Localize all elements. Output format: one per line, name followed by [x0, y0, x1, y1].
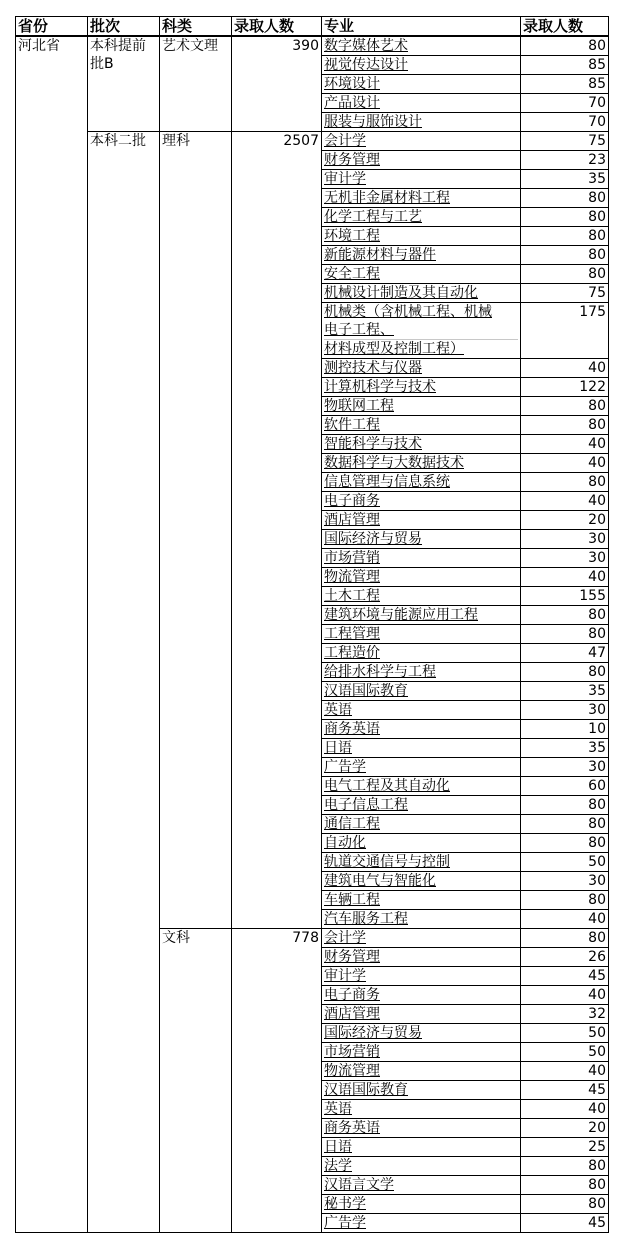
header-category-total: 录取人数 — [232, 17, 322, 37]
major-count-cell: 80 — [521, 208, 609, 227]
major-count-cell: 40 — [521, 1062, 609, 1081]
category-total-cell: 778 — [232, 929, 322, 1233]
major-count-cell: 80 — [521, 1176, 609, 1195]
major-name-cell: 财务管理 — [322, 151, 521, 170]
major-count-cell: 30 — [521, 701, 609, 720]
major-name-cell: 软件工程 — [322, 416, 521, 435]
major-count-cell: 80 — [521, 606, 609, 625]
major-name-cell: 国际经济与贸易 — [322, 1024, 521, 1043]
major-count-cell: 40 — [521, 435, 609, 454]
table-row — [16, 132, 609, 151]
major-count-cell: 32 — [521, 1005, 609, 1024]
major-name-cell: 审计学 — [322, 170, 521, 189]
major-name-cell: 广告学 — [322, 758, 521, 777]
major-name-cell: 无机非金属材料工程 — [322, 189, 521, 208]
major-count-cell: 85 — [521, 56, 609, 75]
major-count-cell: 45 — [521, 967, 609, 986]
major-name-cell: 通信工程 — [322, 815, 521, 834]
header-category: 科类 — [160, 17, 232, 37]
major-name-cell: 电子商务 — [322, 986, 521, 1005]
major-name-cell: 审计学 — [322, 967, 521, 986]
table-row — [16, 36, 609, 56]
major-name-cell: 工程管理 — [322, 625, 521, 644]
major-count-cell: 85 — [521, 75, 609, 94]
major-count-cell: 50 — [521, 1043, 609, 1062]
major-count-cell: 40 — [521, 568, 609, 587]
major-name-line: 电子工程、 — [324, 321, 518, 340]
major-count-cell: 80 — [521, 834, 609, 853]
major-count-cell: 80 — [521, 625, 609, 644]
major-count-cell: 47 — [521, 644, 609, 663]
major-count-cell: 122 — [521, 378, 609, 397]
header-major: 专业 — [322, 17, 521, 37]
category-cell: 艺术文理 — [160, 36, 232, 132]
major-name-cell: 市场营销 — [322, 549, 521, 568]
major-count-cell: 40 — [521, 986, 609, 1005]
major-count-cell: 80 — [521, 891, 609, 910]
major-name-cell: 酒店管理 — [322, 1005, 521, 1024]
category-cell: 文科 — [160, 929, 232, 1233]
major-count-cell: 80 — [521, 815, 609, 834]
major-count-cell: 20 — [521, 511, 609, 530]
major-count-cell: 40 — [521, 492, 609, 511]
major-count-cell: 50 — [521, 853, 609, 872]
major-count-cell: 40 — [521, 454, 609, 473]
major-name-cell: 工程造价 — [322, 644, 521, 663]
major-name-cell: 自动化 — [322, 834, 521, 853]
category-total-cell: 2507 — [232, 132, 322, 929]
major-count-cell: 35 — [521, 682, 609, 701]
major-count-cell: 80 — [521, 1195, 609, 1214]
major-count-cell: 80 — [521, 265, 609, 284]
major-name-cell: 数字媒体艺术 — [322, 36, 521, 56]
major-name-cell: 商务英语 — [322, 1119, 521, 1138]
major-name-cell: 视觉传达设计 — [322, 56, 521, 75]
major-name-cell: 会计学 — [322, 929, 521, 948]
major-count-cell: 70 — [521, 113, 609, 132]
header-batch: 批次 — [88, 17, 160, 37]
major-count-cell: 75 — [521, 132, 609, 151]
major-name-cell: 给排水科学与工程 — [322, 663, 521, 682]
major-count-cell: 30 — [521, 872, 609, 891]
major-count-cell: 175 — [521, 303, 609, 359]
admission-plan-table — [15, 16, 609, 1233]
major-name-cell: 法学 — [322, 1157, 521, 1176]
major-count-cell: 50 — [521, 1024, 609, 1043]
major-count-cell: 30 — [521, 758, 609, 777]
major-name-cell: 化学工程与工艺 — [322, 208, 521, 227]
major-name-line: 材料成型及控制工程） — [324, 341, 464, 357]
major-count-cell: 26 — [521, 948, 609, 967]
major-name-cell: 酒店管理 — [322, 511, 521, 530]
major-count-cell: 35 — [521, 739, 609, 758]
major-name-cell: 信息管理与信息系统 — [322, 473, 521, 492]
major-count-cell: 23 — [521, 151, 609, 170]
major-name-cell: 秘书学 — [322, 1195, 521, 1214]
major-name-cell: 车辆工程 — [322, 891, 521, 910]
major-count-cell: 80 — [521, 473, 609, 492]
major-name-cell: 物流管理 — [322, 1062, 521, 1081]
major-count-cell: 80 — [521, 416, 609, 435]
major-count-cell: 25 — [521, 1138, 609, 1157]
major-count-cell: 30 — [521, 530, 609, 549]
major-count-cell: 10 — [521, 720, 609, 739]
major-count-cell: 75 — [521, 284, 609, 303]
major-count-cell: 80 — [521, 36, 609, 56]
header-province: 省份 — [16, 17, 88, 37]
major-count-cell: 45 — [521, 1081, 609, 1100]
major-name-cell: 产品设计 — [322, 94, 521, 113]
major-name-cell: 测控技术与仪器 — [322, 359, 521, 378]
major-name-cell: 市场营销 — [322, 1043, 521, 1062]
major-name-cell: 会计学 — [322, 132, 521, 151]
major-name-cell: 机械设计制造及其自动化 — [322, 284, 521, 303]
major-count-cell: 40 — [521, 359, 609, 378]
header-row — [16, 17, 609, 37]
major-name-cell: 环境设计 — [322, 75, 521, 94]
header-major-count: 录取人数 — [521, 17, 609, 37]
major-name-cell: 汽车服务工程 — [322, 910, 521, 929]
major-name-cell: 财务管理 — [322, 948, 521, 967]
major-name-cell: 商务英语 — [322, 720, 521, 739]
major-name-cell: 日语 — [322, 739, 521, 758]
major-name-cell: 电气工程及其自动化 — [322, 777, 521, 796]
major-count-cell: 80 — [521, 796, 609, 815]
major-count-cell: 80 — [521, 189, 609, 208]
major-name-cell: 安全工程 — [322, 265, 521, 284]
category-cell: 理科 — [160, 132, 232, 929]
major-count-cell: 20 — [521, 1119, 609, 1138]
major-name-line: 机械类（含机械工程、机械 — [324, 304, 492, 320]
major-count-cell: 80 — [521, 246, 609, 265]
major-name-cell: 电子商务 — [322, 492, 521, 511]
province-cell: 河北省 — [16, 36, 88, 1233]
category-total-cell: 390 — [232, 36, 322, 132]
major-name-cell: 广告学 — [322, 1214, 521, 1233]
major-name-cell: 建筑环境与能源应用工程 — [322, 606, 521, 625]
major-name-cell: 英语 — [322, 1100, 521, 1119]
major-name-cell: 汉语国际教育 — [322, 1081, 521, 1100]
major-name-cell: 物联网工程 — [322, 397, 521, 416]
major-name-cell: 智能科学与技术 — [322, 435, 521, 454]
major-count-cell: 80 — [521, 929, 609, 948]
major-name-cell: 英语 — [322, 701, 521, 720]
major-count-cell: 80 — [521, 227, 609, 246]
major-name-cell: 物流管理 — [322, 568, 521, 587]
major-name-cell: 服装与服饰设计 — [322, 113, 521, 132]
major-name-cell: 计算机科学与技术 — [322, 378, 521, 397]
major-count-cell: 45 — [521, 1214, 609, 1233]
major-name-cell: 新能源材料与器件 — [322, 246, 521, 265]
major-count-cell: 80 — [521, 1157, 609, 1176]
major-count-cell: 155 — [521, 587, 609, 606]
major-name-cell — [322, 303, 521, 359]
major-name-cell: 汉语言文学 — [322, 1176, 521, 1195]
major-count-cell: 40 — [521, 1100, 609, 1119]
major-name-cell: 日语 — [322, 1138, 521, 1157]
major-count-cell: 70 — [521, 94, 609, 113]
major-count-cell: 40 — [521, 910, 609, 929]
major-name-cell: 数据科学与大数据技术 — [322, 454, 521, 473]
major-count-cell: 80 — [521, 663, 609, 682]
major-name-cell: 建筑电气与智能化 — [322, 872, 521, 891]
major-name-cell: 环境工程 — [322, 227, 521, 246]
batch-cell: 本科提前批B — [88, 36, 160, 132]
batch-cell: 本科二批 — [88, 132, 160, 1233]
major-count-cell: 35 — [521, 170, 609, 189]
major-name-cell: 土木工程 — [322, 587, 521, 606]
major-name-cell: 汉语国际教育 — [322, 682, 521, 701]
major-name-cell: 国际经济与贸易 — [322, 530, 521, 549]
major-count-cell: 30 — [521, 549, 609, 568]
major-name-cell: 电子信息工程 — [322, 796, 521, 815]
major-count-cell: 80 — [521, 397, 609, 416]
major-name-cell: 轨道交通信号与控制 — [322, 853, 521, 872]
major-count-cell: 60 — [521, 777, 609, 796]
